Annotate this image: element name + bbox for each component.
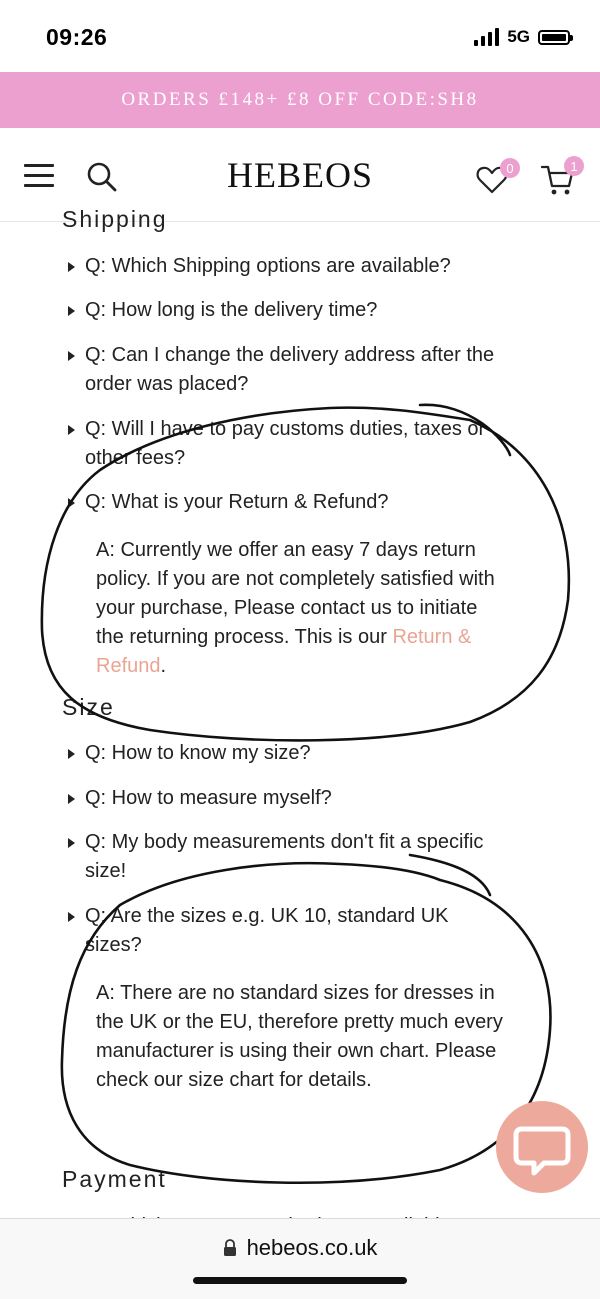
expand-triangle-icon bbox=[68, 498, 75, 508]
site-logo: HEBEOS bbox=[226, 155, 373, 195]
url-text: hebeos.co.uk bbox=[246, 1235, 378, 1260]
expand-triangle-icon bbox=[68, 749, 75, 759]
section-heading-shipping: Shipping bbox=[62, 206, 168, 232]
faq-question[interactable]: Q: How to measure myself? bbox=[68, 784, 528, 813]
faq-content bbox=[0, 206, 600, 1218]
section-heading-payment: Payment bbox=[62, 1166, 167, 1192]
faq-question[interactable]: Q: My body measurements don't fit a specific size! bbox=[68, 828, 488, 886]
faq-question[interactable]: Q: Can I change the delivery address after the order was placed? bbox=[68, 341, 528, 399]
status-time: 09:26 bbox=[46, 24, 108, 50]
wishlist-button[interactable] bbox=[476, 160, 516, 196]
expand-triangle-icon bbox=[68, 425, 75, 435]
expand-triangle-icon bbox=[68, 262, 75, 272]
faq-question[interactable]: Q: How long is the delivery time? bbox=[68, 296, 528, 325]
chat-bubble-icon bbox=[496, 1101, 588, 1193]
promo-text: ORDERS £148+ £8 OFF CODE:SH8 bbox=[121, 89, 479, 110]
battery-icon bbox=[538, 30, 570, 45]
search-icon[interactable] bbox=[86, 161, 118, 193]
expand-triangle-icon bbox=[68, 351, 75, 361]
return-refund-link[interactable]: Return & Refund bbox=[96, 626, 472, 677]
live-chat-button[interactable] bbox=[496, 1101, 588, 1193]
signal-icon bbox=[474, 28, 499, 46]
faq-answer-size: A: There are no standard sizes for dresses in the UK or the EU, therefore pretty much every manufacturer is using their own chart. Please check our size chart for details. bbox=[96, 982, 503, 1091]
expand-triangle-icon bbox=[68, 838, 75, 848]
address-bar[interactable] bbox=[0, 1235, 600, 1261]
expand-triangle-icon bbox=[68, 912, 75, 922]
home-indicator[interactable] bbox=[193, 1277, 407, 1284]
browser-bottom-bar bbox=[0, 1218, 600, 1299]
faq-answer-return: A: Currently we offer an easy 7 days return policy. If you are not completely satisfied with your purchase, Please contact us to initiate the returning process. This is our Return & Refund. bbox=[96, 539, 495, 677]
status-bar bbox=[0, 0, 600, 72]
wishlist-count-badge: 0 bbox=[500, 158, 520, 178]
cart-count-badge: 1 bbox=[564, 156, 584, 176]
network-type: 5G bbox=[507, 27, 530, 46]
expand-triangle-icon bbox=[68, 794, 75, 804]
faq-question[interactable]: Q: Will I have to pay customs duties, taxes or other fees? bbox=[68, 415, 528, 473]
logo-link[interactable] bbox=[200, 128, 400, 221]
hamburger-menu-icon[interactable] bbox=[24, 164, 54, 188]
faq-question[interactable]: Q: Which Shipping options are available? bbox=[68, 252, 528, 281]
lock-icon bbox=[223, 1239, 237, 1257]
faq-question[interactable]: Q: Are the sizes e.g. UK 10, standard UK sizes? bbox=[68, 902, 498, 960]
promo-banner[interactable] bbox=[0, 72, 600, 128]
cart-button[interactable] bbox=[540, 158, 580, 198]
faq-question[interactable]: Q: How to know my size? bbox=[68, 739, 528, 768]
status-indicators bbox=[474, 27, 570, 47]
section-heading-size: Size bbox=[62, 694, 115, 720]
expand-triangle-icon bbox=[68, 306, 75, 316]
faq-question[interactable]: Q: What is your Return & Refund? bbox=[68, 488, 528, 517]
